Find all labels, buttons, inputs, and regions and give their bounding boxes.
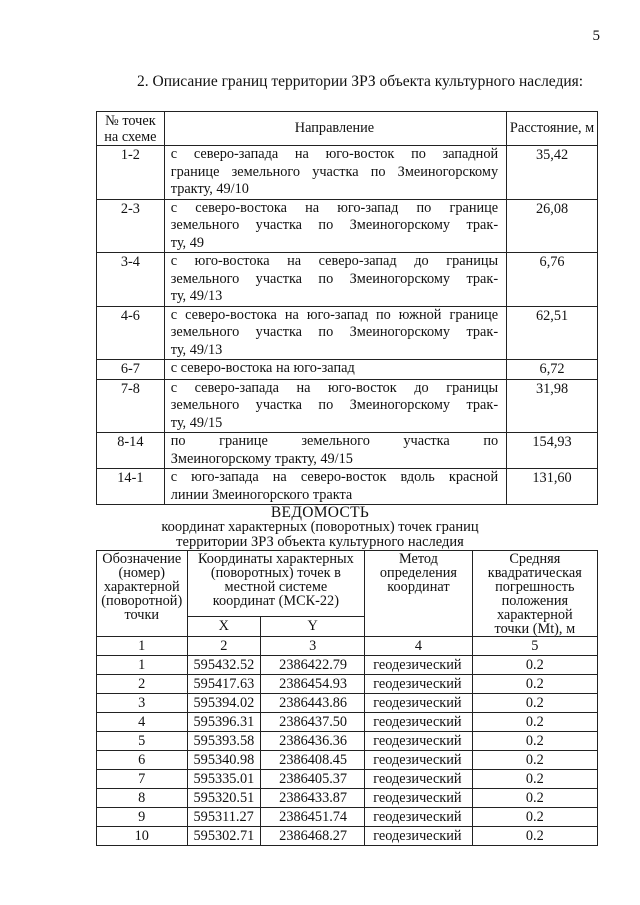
segment-points: 3-4 (97, 253, 165, 307)
coord-x: 595396.31 (187, 713, 261, 732)
error-header-line: погрешность (495, 579, 575, 595)
direction-line: с северо-запада на юго-восток до границы (170, 379, 499, 396)
boundary-row (97, 199, 598, 253)
method-header (365, 551, 472, 637)
coord-method: геодезический (365, 713, 472, 732)
coordinate-row (97, 789, 598, 808)
segment-points: 7-8 (97, 379, 165, 433)
coord-y: 2386422.79 (261, 656, 365, 675)
direction-line: ту, 49/13 (170, 288, 223, 304)
coord-x: 595302.71 (187, 827, 261, 846)
direction-header: Направление (164, 112, 506, 146)
point-number: 5 (97, 732, 188, 751)
error-header-line: Средняя (509, 551, 561, 567)
direction-line: ту, 49 (170, 234, 204, 251)
designation-header-line: Обозначение (102, 551, 182, 567)
direction-line: с юго-запада на северо-восток вдоль красной (170, 469, 499, 485)
segment-direction (164, 469, 506, 505)
segment-distance: 131,60 (507, 469, 598, 505)
direction-line: границе земельного участка по Змеиногорскому (170, 163, 499, 180)
coord-error: 0.2 (472, 827, 597, 846)
direction-line: ту, 49/15 (170, 414, 223, 431)
coord-y: 2386451.74 (261, 808, 365, 827)
coordinate-row (97, 827, 598, 846)
coord-error: 0.2 (472, 713, 597, 732)
designation-header (97, 551, 188, 637)
coords-header-line: местной системе (224, 579, 328, 595)
coordinate-row (97, 694, 598, 713)
coord-y: 2386405.37 (261, 770, 365, 789)
vedomost-title: ВЕДОМОСТЬ (270, 504, 370, 521)
direction-line: Змеиногорскому тракту, 49/15 (170, 450, 353, 467)
segment-direction (164, 253, 506, 307)
segment-distance: 6,76 (507, 253, 598, 307)
coord-method: геодезический (365, 694, 472, 713)
boundary-row (97, 306, 598, 360)
coord-x: 595432.52 (187, 656, 261, 675)
point-number: 3 (97, 694, 188, 713)
coord-method: геодезический (365, 770, 472, 789)
x-header: X (187, 617, 261, 637)
designation-header-line: характерной (103, 579, 180, 595)
direction-line: с северо-востока на юго-запад по границе (170, 199, 499, 216)
points-header-line1: № точек (105, 112, 156, 129)
segment-distance: 62,51 (507, 306, 598, 360)
segment-distance: 154,93 (507, 433, 598, 469)
segment-direction (164, 360, 506, 380)
error-header (472, 551, 597, 637)
segment-distance: 35,42 (507, 146, 598, 200)
coord-x: 595311.27 (187, 808, 261, 827)
coordinate-row (97, 656, 598, 675)
direction-line: земельного участка по Змеиногорскому трак- (170, 217, 499, 233)
coord-error: 0.2 (472, 808, 597, 827)
segment-points: 2-3 (97, 199, 165, 253)
method-header-line: определения (379, 565, 457, 581)
coord-method: геодезический (365, 656, 472, 675)
coord-y: 2386433.87 (261, 789, 365, 808)
coord-error: 0.2 (472, 770, 597, 789)
segment-direction (164, 433, 506, 469)
coord-x: 595335.01 (187, 770, 261, 789)
coord-method: геодезический (365, 675, 472, 694)
coord-method: геодезический (365, 827, 472, 846)
coordinate-row (97, 713, 598, 732)
coord-y: 2386408.45 (261, 751, 365, 770)
direction-line: тракту, 49/10 (170, 181, 249, 197)
point-number: 10 (97, 827, 188, 846)
coords-header-line: (поворотных) точек в (210, 565, 341, 581)
designation-header-line: точки (124, 607, 160, 623)
coordinate-row (97, 751, 598, 770)
designation-header-line: (номер) (118, 565, 166, 581)
coord-error: 0.2 (472, 675, 597, 694)
coord-error: 0.2 (472, 694, 597, 713)
direction-line: земельного участка по Змеиногорскому трак- (170, 397, 499, 413)
coords-header-line: Координаты характерных (197, 551, 354, 567)
column-number: 5 (472, 637, 597, 656)
segment-points: 14-1 (97, 469, 165, 505)
segment-distance: 26,08 (507, 199, 598, 253)
point-number: 7 (97, 770, 188, 789)
boundary-row (97, 379, 598, 433)
error-header-line: квадратическая (487, 565, 582, 581)
coords-header-line: координат (МСК-22) (212, 593, 339, 609)
vedomost-subtitle (0, 520, 640, 550)
coords-header (187, 551, 365, 617)
segment-direction (164, 146, 506, 200)
column-number: 4 (365, 637, 472, 656)
segment-points: 6-7 (97, 360, 165, 380)
segment-direction (164, 379, 506, 433)
coord-error: 0.2 (472, 751, 597, 770)
method-header-line: Метод (398, 551, 438, 567)
segment-distance: 31,98 (507, 379, 598, 433)
direction-line: ту, 49/13 (170, 341, 223, 358)
method-header-line: координат (387, 579, 450, 595)
coord-method: геодезический (365, 751, 472, 770)
coord-x: 595320.51 (187, 789, 261, 808)
designation-header-line: (поворотной) (101, 593, 183, 609)
boundary-row (97, 146, 598, 200)
segment-points: 8-14 (97, 433, 165, 469)
vedomost-subtitle-line2: территории ЗРЗ объекта культурного наследия (176, 534, 464, 550)
column-numbers-row (97, 637, 598, 656)
point-number: 9 (97, 808, 188, 827)
error-header-line: положения (501, 593, 569, 609)
direction-line: с северо-востока на юго-запад по южной границе (170, 306, 499, 323)
boundary-row (97, 360, 598, 380)
column-number: 1 (97, 637, 188, 656)
coordinate-row (97, 732, 598, 751)
coord-y: 2386468.27 (261, 827, 365, 846)
boundary-row (97, 433, 598, 469)
table2-body (97, 656, 598, 846)
point-number: 1 (97, 656, 188, 675)
table1-body (97, 146, 598, 505)
boundary-row (97, 469, 598, 505)
coord-error: 0.2 (472, 656, 597, 675)
table1-header-row (97, 112, 598, 146)
segment-direction (164, 199, 506, 253)
coord-x: 595417.63 (187, 675, 261, 694)
coord-method: геодезический (365, 789, 472, 808)
coord-y: 2386437.50 (261, 713, 365, 732)
coord-x: 595340.98 (187, 751, 261, 770)
segment-distance: 6,72 (507, 360, 598, 380)
coord-y: 2386443.86 (261, 694, 365, 713)
coordinate-row (97, 675, 598, 694)
points-header-line2: на схеме (104, 128, 157, 145)
segment-direction (164, 306, 506, 360)
direction-line: с юго-востока на северо-запад до границы (170, 253, 499, 269)
section-title: 2. Описание границ территории ЗРЗ объекта культурного наследия: (137, 73, 584, 90)
coord-y: 2386436.36 (261, 732, 365, 751)
segment-points: 1-2 (97, 146, 165, 200)
column-number: 2 (187, 637, 261, 656)
boundary-row (97, 253, 598, 307)
boundary-description-table (96, 111, 598, 505)
distance-header: Расстояние, м (507, 112, 598, 146)
direction-line: с северо-востока на юго-запад (170, 360, 355, 376)
direction-line: по границе земельного участка по (170, 433, 499, 449)
page-number: 5 (592, 28, 600, 44)
column-number: 3 (261, 637, 365, 656)
segment-points: 4-6 (97, 306, 165, 360)
coord-y: 2386454.93 (261, 675, 365, 694)
coord-method: геодезический (365, 732, 472, 751)
coord-x: 595394.02 (187, 694, 261, 713)
coordinate-row (97, 808, 598, 827)
coord-method: геодезический (365, 808, 472, 827)
point-number: 6 (97, 751, 188, 770)
direction-line: линии Змеиногорского тракта (170, 486, 353, 503)
coord-error: 0.2 (472, 732, 597, 751)
coord-x: 595393.58 (187, 732, 261, 751)
point-number: 2 (97, 675, 188, 694)
points-header (97, 112, 165, 146)
direction-line: с северо-запада на юго-восток по западной (170, 146, 499, 162)
error-header-line: точки (Mt), м (494, 621, 576, 637)
vedomost-subtitle-line1: координат характерных (поворотных) точек границ (161, 519, 479, 535)
point-number: 8 (97, 789, 188, 808)
table2-header-row (97, 551, 598, 617)
direction-line: земельного участка по Змеиногорскому трак- (170, 324, 499, 340)
y-header: Y (261, 617, 365, 637)
point-number: 4 (97, 713, 188, 732)
direction-line: земельного участка по Змеиногорскому трак- (170, 270, 499, 287)
coordinate-row (97, 770, 598, 789)
coord-error: 0.2 (472, 789, 597, 808)
coordinates-table (96, 550, 598, 846)
error-header-line: характерной (496, 607, 573, 623)
